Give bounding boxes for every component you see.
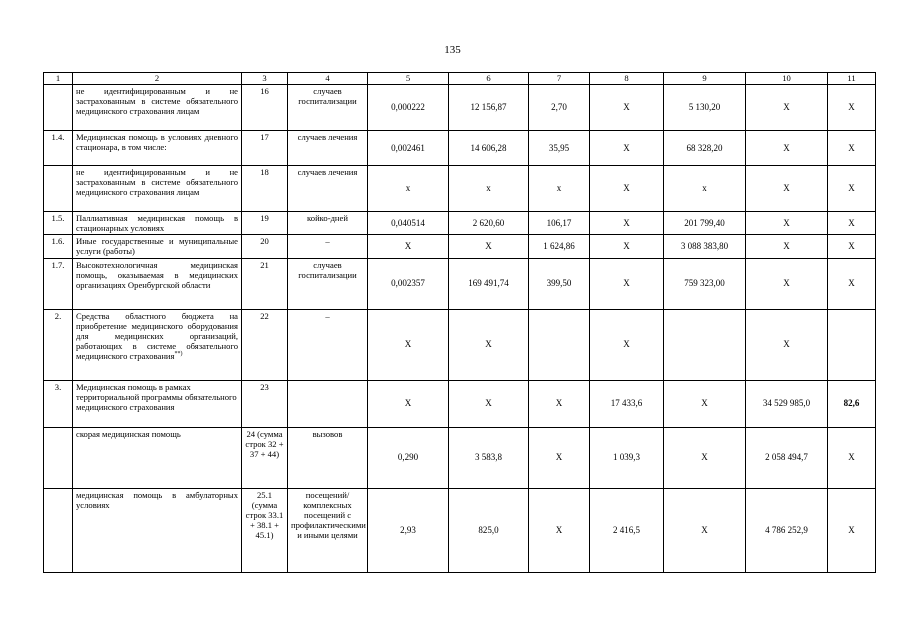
row-description: Медицинская помощь в условиях дневного стационара, в том числе: — [73, 131, 242, 166]
row-number: 21 — [242, 258, 288, 309]
cell-value: X — [828, 488, 876, 572]
cell-value: 2 058 494,7 — [746, 427, 828, 488]
cell-value: 0,040514 — [368, 212, 449, 235]
row-number: 17 — [242, 131, 288, 166]
medical-budget-table — [43, 72, 876, 573]
row-unit: случаев госпитализации — [288, 85, 368, 131]
row-code: 1.4. — [44, 131, 73, 166]
cell-value: X — [529, 427, 590, 488]
cell-value: X — [828, 235, 876, 258]
cell-value: x — [368, 166, 449, 212]
row-description: Медицинская помощь в рамках территориальной программы обязательного медицинского страхования — [73, 380, 242, 427]
table-row — [44, 166, 876, 212]
cell-value: 399,50 — [529, 258, 590, 309]
row-description: Иные государственные и муниципальные услуги (работы) — [73, 235, 242, 258]
cell-value: 2,93 — [368, 488, 449, 572]
cell-value: x — [529, 166, 590, 212]
cell-value: 35,95 — [529, 131, 590, 166]
cell-value: 82,6 — [828, 380, 876, 427]
row-description: не идентифицированным и не застрахованным в системе обязательного медицинского страхования лицам — [73, 85, 242, 131]
cell-value: 825,0 — [449, 488, 529, 572]
cell-value: 169 491,74 — [449, 258, 529, 309]
cell-value: X — [828, 166, 876, 212]
cell-value: X — [590, 309, 664, 380]
row-unit: случаев госпитализации — [288, 258, 368, 309]
table-row — [44, 235, 876, 258]
cell-value: X — [828, 85, 876, 131]
table-row — [44, 309, 876, 380]
row-number: 24 (сумма строк 32 + 37 + 44) — [242, 427, 288, 488]
cell-value: 1 039,3 — [590, 427, 664, 488]
row-description: Высокотехнологичная медицинская помощь, оказываемая в медицинских организациях Оренбургской области — [73, 258, 242, 309]
table-row — [44, 258, 876, 309]
cell-value: X — [590, 85, 664, 131]
row-number: 19 — [242, 212, 288, 235]
cell-value — [828, 309, 876, 380]
row-description: медицинская помощь в амбулаторных условиях — [73, 488, 242, 572]
cell-value: X — [746, 258, 828, 309]
cell-value — [664, 309, 746, 380]
row-code: 2. — [44, 309, 73, 380]
cell-value: X — [368, 309, 449, 380]
cell-value: X — [746, 212, 828, 235]
row-code: 3. — [44, 380, 73, 427]
row-code — [44, 427, 73, 488]
cell-value: 68 328,20 — [664, 131, 746, 166]
row-unit — [288, 380, 368, 427]
col-num: 11 — [828, 73, 876, 85]
cell-value: X — [449, 235, 529, 258]
cell-value — [529, 309, 590, 380]
cell-value: 4 786 252,9 — [746, 488, 828, 572]
row-number: 16 — [242, 85, 288, 131]
cell-value: 201 799,40 — [664, 212, 746, 235]
row-code — [44, 166, 73, 212]
cell-value: X — [828, 427, 876, 488]
cell-value: X — [828, 131, 876, 166]
row-description: скорая медицинская помощь — [73, 427, 242, 488]
page-number: 135 — [444, 44, 461, 56]
table-row — [44, 131, 876, 166]
row-number: 22 — [242, 309, 288, 380]
row-number: 18 — [242, 166, 288, 212]
row-number: 23 — [242, 380, 288, 427]
cell-value: 0,000222 — [368, 85, 449, 131]
row-number: 25.1 (сумма строк 33.1 + 38.1 + 45.1) — [242, 488, 288, 572]
table-row — [44, 85, 876, 131]
row-code: 1.7. — [44, 258, 73, 309]
row-description-text: Средства областного бюджета на приобретение медицинского оборудования для медицинских организаций, работающих в системе обязательного медицинского страхования — [76, 310, 238, 362]
row-code — [44, 85, 73, 131]
row-number: 20 — [242, 235, 288, 258]
cell-value: 0,290 — [368, 427, 449, 488]
cell-value: X — [746, 166, 828, 212]
cell-value: X — [664, 427, 746, 488]
cell-value: X — [449, 309, 529, 380]
col-num: 1 — [44, 73, 73, 85]
cell-value: X — [746, 131, 828, 166]
row-unit: случаев лечения — [288, 166, 368, 212]
cell-value: 759 323,00 — [664, 258, 746, 309]
cell-value: 106,17 — [529, 212, 590, 235]
row-unit: койко-дней — [288, 212, 368, 235]
cell-value: X — [828, 258, 876, 309]
cell-value: 12 156,87 — [449, 85, 529, 131]
cell-value: 34 529 985,0 — [746, 380, 828, 427]
cell-value: 14 606,28 — [449, 131, 529, 166]
cell-value: 3 088 383,80 — [664, 235, 746, 258]
cell-value: 0,002357 — [368, 258, 449, 309]
cell-value: X — [590, 235, 664, 258]
col-num: 5 — [368, 73, 449, 85]
row-unit: – — [288, 309, 368, 380]
cell-value: 0,002461 — [368, 131, 449, 166]
cell-value: X — [664, 488, 746, 572]
cell-value: X — [529, 488, 590, 572]
cell-value: 5 130,20 — [664, 85, 746, 131]
row-description: не идентифицированным и не застрахованным в системе обязательного медицинского страхования лицам — [73, 166, 242, 212]
col-num: 3 — [242, 73, 288, 85]
table-row — [44, 488, 876, 572]
row-code — [44, 488, 73, 572]
column-number-row — [44, 73, 876, 85]
col-num: 9 — [664, 73, 746, 85]
table-row — [44, 380, 876, 427]
cell-value: 2 620,60 — [449, 212, 529, 235]
table-row — [44, 427, 876, 488]
col-num: 4 — [288, 73, 368, 85]
cell-value: X — [368, 235, 449, 258]
cell-value: 17 433,6 — [590, 380, 664, 427]
row-unit: посещений/комплексных посещений с профилактическими и иными целями — [288, 488, 368, 572]
row-description — [73, 309, 242, 380]
cell-value: X — [664, 380, 746, 427]
cell-value: X — [529, 380, 590, 427]
table-row — [44, 212, 876, 235]
cell-value: X — [828, 212, 876, 235]
col-num: 10 — [746, 73, 828, 85]
col-num: 6 — [449, 73, 529, 85]
cell-value: 1 624,86 — [529, 235, 590, 258]
row-code: 1.5. — [44, 212, 73, 235]
cell-value: x — [449, 166, 529, 212]
col-num: 8 — [590, 73, 664, 85]
cell-value: X — [590, 166, 664, 212]
cell-value: 2,70 — [529, 85, 590, 131]
row-unit: вызовов — [288, 427, 368, 488]
col-num: 2 — [73, 73, 242, 85]
cell-value: X — [746, 85, 828, 131]
cell-value: X — [590, 212, 664, 235]
row-unit: случаев лечения — [288, 131, 368, 166]
col-num: 7 — [529, 73, 590, 85]
cell-value: X — [590, 258, 664, 309]
cell-value: x — [664, 166, 746, 212]
row-unit: – — [288, 235, 368, 258]
row-code: 1.6. — [44, 235, 73, 258]
cell-value: X — [590, 131, 664, 166]
cell-value: X — [449, 380, 529, 427]
cell-value: X — [746, 235, 828, 258]
footnote-marker: **) — [174, 351, 183, 358]
cell-value: 2 416,5 — [590, 488, 664, 572]
cell-value: 3 583,8 — [449, 427, 529, 488]
cell-value: X — [746, 309, 828, 380]
row-description: Паллиативная медицинская помощь в стационарных условиях — [73, 212, 242, 235]
cell-value: X — [368, 380, 449, 427]
